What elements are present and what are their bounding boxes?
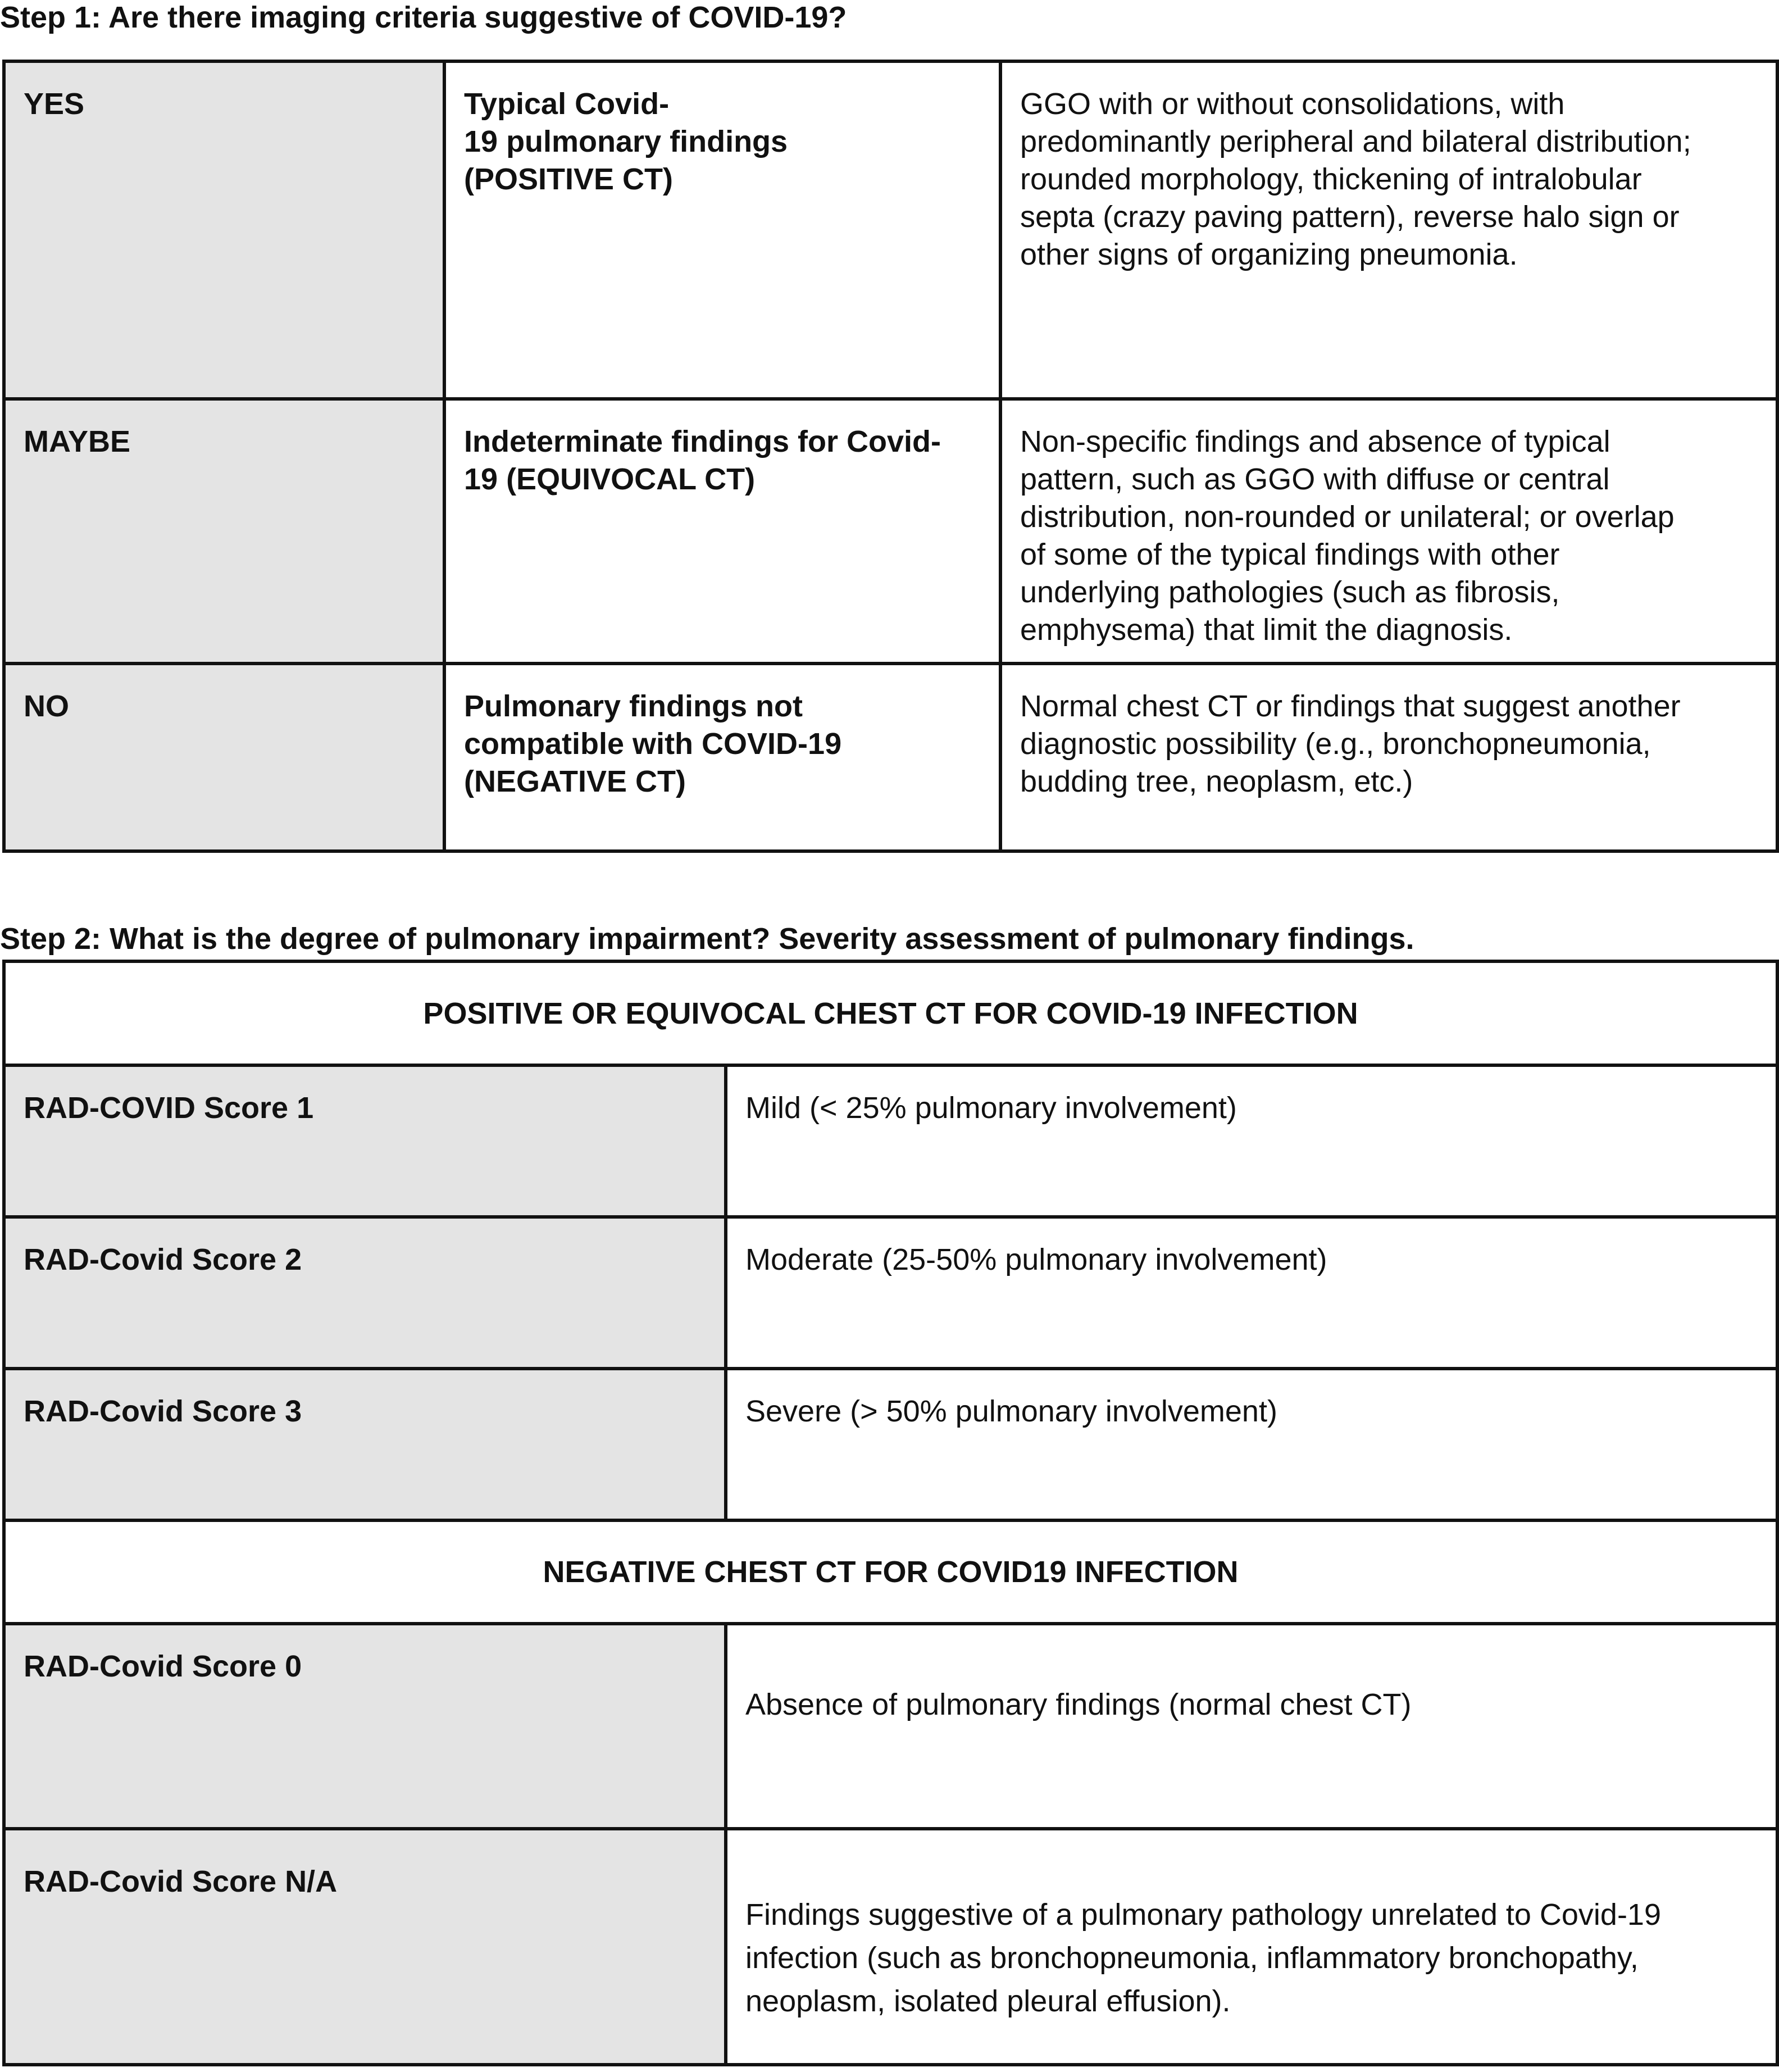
- score-label: RAD-Covid Score 0: [24, 1650, 302, 1683]
- table-row: [4, 399, 1777, 664]
- severity-text: [727, 1830, 1776, 2023]
- description-line: pattern, such as GGO with diffuse or central: [1020, 462, 1610, 496]
- score-label: RAD-Covid Score 3: [24, 1394, 302, 1428]
- description-line: underlying pathologies (such as fibrosis,: [1020, 575, 1560, 609]
- answer-cell: [4, 399, 444, 664]
- section-header-row: [4, 1520, 1777, 1624]
- description-text: [1002, 63, 1776, 274]
- step1-title: Step 1: Are there imaging criteria suggestive of COVID-19?: [0, 1, 847, 34]
- score-label: RAD-COVID Score 1: [24, 1091, 314, 1125]
- description-cell: [1000, 399, 1777, 664]
- score-label: RAD-Covid Score 2: [24, 1243, 302, 1276]
- description-line: distribution, non-rounded or unilateral; or overlap: [1020, 500, 1675, 534]
- category-line: (NEGATIVE CT): [464, 765, 686, 798]
- score-label: RAD-Covid Score N/A: [24, 1865, 338, 1898]
- answer-label: YES: [24, 87, 85, 121]
- category-text: [446, 665, 999, 801]
- score-cell: [4, 1217, 726, 1369]
- description-line: Findings suggestive of a pulmonary pathology unrelated to Covid-19: [745, 1898, 1661, 1932]
- table-row: [4, 664, 1777, 851]
- table-row: [4, 1065, 1777, 1217]
- table-row: [4, 1624, 1777, 1829]
- category-line: 19 pulmonary findings: [464, 125, 788, 158]
- score-cell: [4, 1829, 726, 2065]
- answer-cell: [4, 664, 444, 851]
- negative-section-header: NEGATIVE CHEST CT FOR COVID19 INFECTION: [4, 1520, 1777, 1624]
- description-cell: [1000, 61, 1777, 399]
- description-line: diagnostic possibility (e.g., bronchopneumonia,: [1020, 727, 1651, 761]
- category-text: [446, 401, 999, 498]
- step2-table: [2, 960, 1779, 2066]
- description-cell: [1000, 664, 1777, 851]
- description-text: [1002, 665, 1776, 801]
- category-line: Indeterminate findings for Covid-: [464, 425, 941, 458]
- table-row: [4, 1829, 1777, 2065]
- description-line: Normal chest CT or findings that suggest another: [1020, 689, 1681, 723]
- positive-section-header: POSITIVE OR EQUIVOCAL CHEST CT FOR COVID-19 INFECTION: [4, 961, 1777, 1065]
- description-line: neoplasm, isolated pleural effusion).: [745, 1984, 1231, 2018]
- severity-text: Severe (> 50% pulmonary involvement): [745, 1394, 1277, 1428]
- severity-cell: [726, 1829, 1777, 2065]
- description-line: predominantly peripheral and bilateral distribution;: [1020, 125, 1691, 158]
- description-line: of some of the typical findings with other: [1020, 538, 1560, 571]
- answer-label: MAYBE: [24, 425, 131, 458]
- severity-cell: [726, 1624, 1777, 1829]
- step1-table: [2, 60, 1779, 853]
- description-line: rounded morphology, thickening of intralobular: [1020, 162, 1642, 196]
- step2-title: Step 2: What is the degree of pulmonary impairment? Severity assessment of pulmonary findings.: [0, 922, 1414, 956]
- section-header-row: [4, 961, 1777, 1065]
- description-line: budding tree, neoplasm, etc.): [1020, 765, 1413, 798]
- severity-cell: [726, 1217, 1777, 1369]
- category-cell: [444, 399, 1000, 664]
- category-text: [446, 63, 999, 198]
- description-line: other signs of organizing pneumonia.: [1020, 238, 1518, 271]
- severity-text: [727, 1625, 1776, 1724]
- description-text: [1002, 401, 1776, 649]
- category-line: Typical Covid-: [464, 87, 670, 121]
- category-cell: [444, 61, 1000, 399]
- answer-label: NO: [24, 689, 69, 723]
- severity-text: Moderate (25-50% pulmonary involvement): [745, 1243, 1327, 1276]
- severity-cell: [726, 1369, 1777, 1520]
- answer-cell: [4, 61, 444, 399]
- description-line: emphysema) that limit the diagnosis.: [1020, 613, 1513, 647]
- category-line: 19 (EQUIVOCAL CT): [464, 462, 756, 496]
- severity-cell: [726, 1065, 1777, 1217]
- category-cell: [444, 664, 1000, 851]
- severity-text: Mild (< 25% pulmonary involvement): [745, 1091, 1237, 1125]
- category-line: (POSITIVE CT): [464, 162, 674, 196]
- score-cell: [4, 1369, 726, 1520]
- table-row: [4, 1369, 1777, 1520]
- description-line: septa (crazy paving pattern), reverse halo sign or: [1020, 200, 1680, 234]
- category-line: compatible with COVID-19: [464, 727, 842, 761]
- description-line: Non-specific findings and absence of typical: [1020, 425, 1610, 458]
- description-line: infection (such as bronchopneumonia, inflammatory bronchopathy,: [745, 1941, 1639, 1975]
- category-line: Pulmonary findings not: [464, 689, 803, 723]
- score-cell: [4, 1624, 726, 1829]
- score-cell: [4, 1065, 726, 1217]
- table-row: [4, 1217, 1777, 1369]
- description-line: GGO with or without consolidations, with: [1020, 87, 1565, 121]
- description-line: Absence of pulmonary findings (normal chest CT): [745, 1688, 1412, 1721]
- table-row: [4, 61, 1777, 399]
